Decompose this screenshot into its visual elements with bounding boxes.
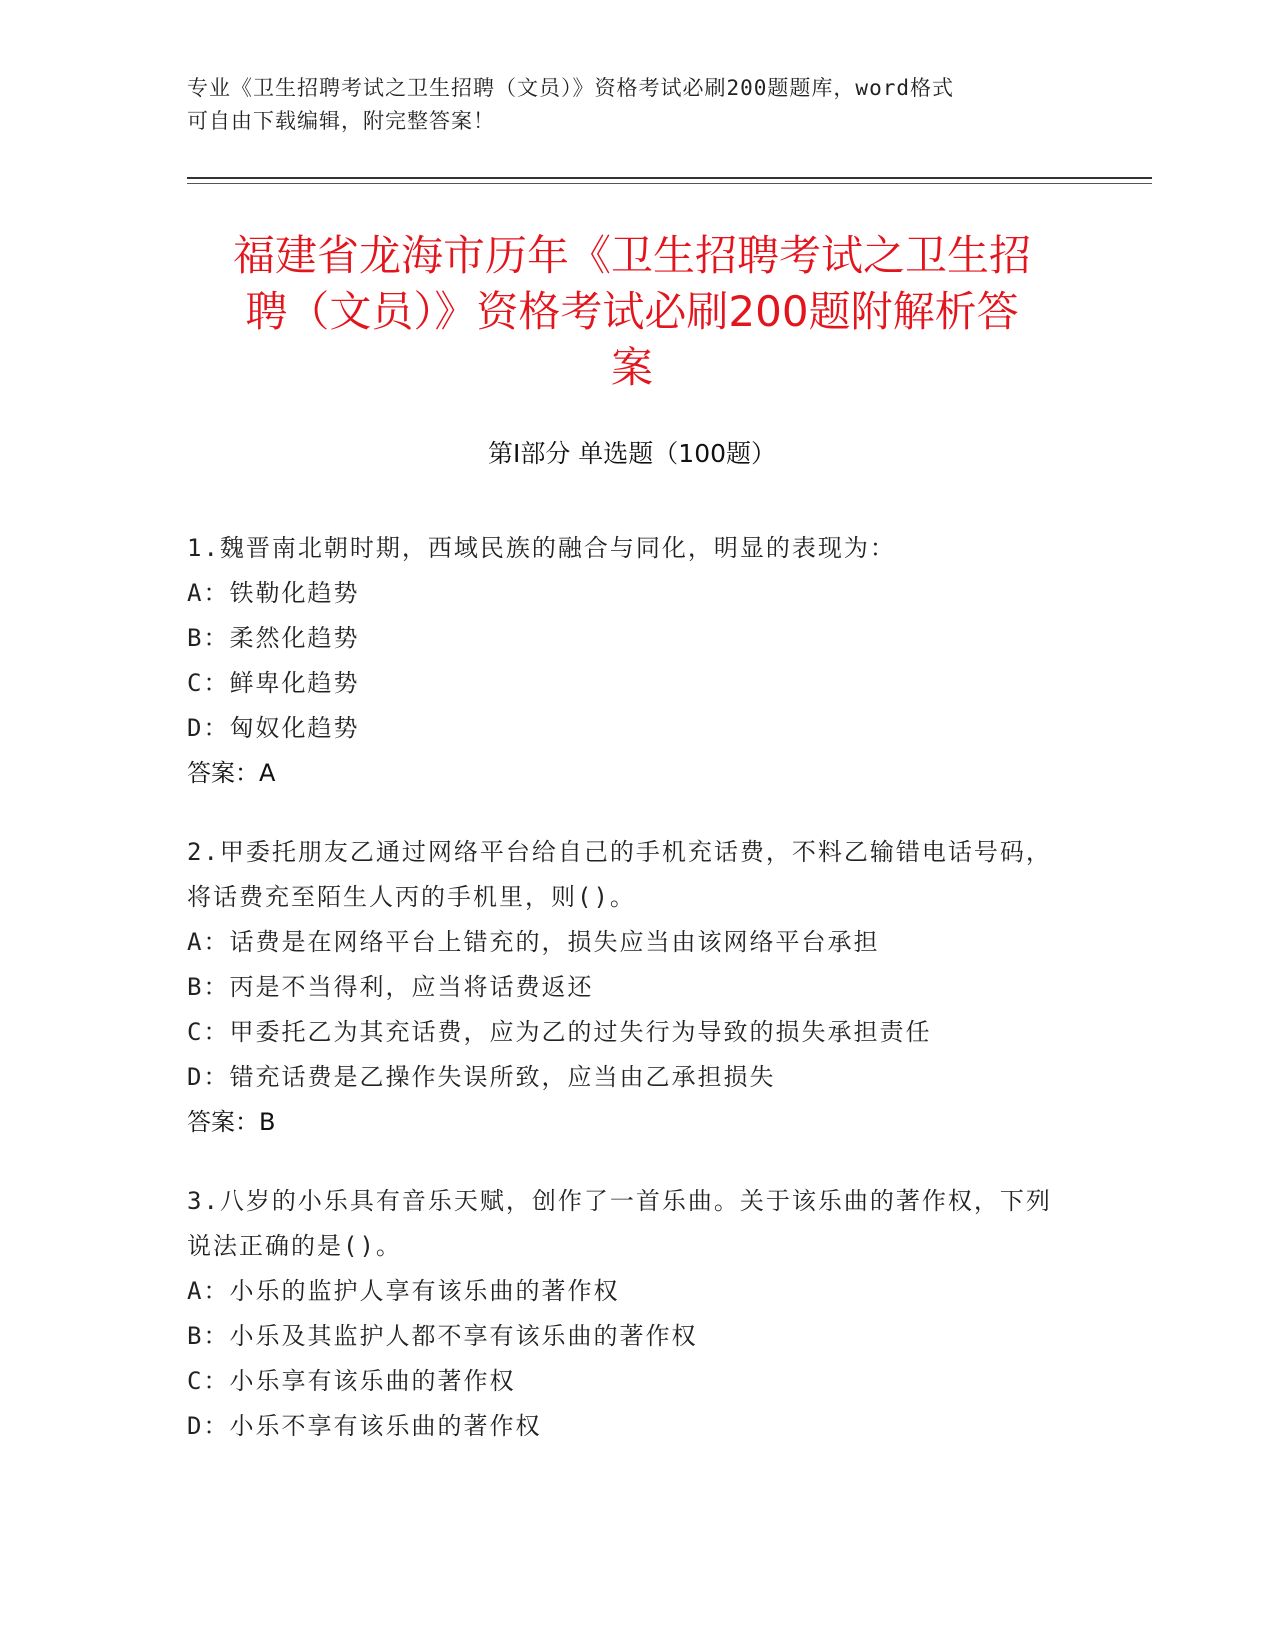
option-b: B：小乐及其监护人都不享有该乐曲的著作权	[187, 1322, 698, 1350]
option-b: B：丙是不当得利，应当将话费返还	[187, 973, 594, 1001]
question-list	[187, 526, 1067, 1483]
option-c: C：鲜卑化趋势	[187, 669, 360, 697]
title-line-3: 案	[610, 343, 653, 392]
answer-line: 答案：B	[187, 1108, 276, 1136]
question-stem: 3.八岁的小乐具有音乐天赋，创作了一首乐曲。关于该乐曲的著作权，下列说法正确的是()。	[187, 1187, 1052, 1260]
option-d: D：匈奴化趋势	[187, 714, 360, 742]
header-divider-thin	[187, 183, 1152, 184]
question-3	[187, 1179, 1067, 1449]
option-a: A：小乐的监护人享有该乐曲的著作权	[187, 1277, 620, 1305]
answer-line: 答案：A	[187, 759, 276, 787]
option-a: A：话费是在网络平台上错充的，损失应当由该网络平台承担	[187, 928, 880, 956]
section-heading: 第Ⅰ部分 单选题（100题）	[487, 439, 777, 468]
document-title	[187, 228, 1077, 396]
header-divider-thick	[187, 177, 1152, 179]
option-d: D：小乐不享有该乐曲的著作权	[187, 1412, 542, 1440]
question-1	[187, 526, 1067, 796]
intro-line-2: 可自由下载编辑，附完整答案！	[187, 109, 495, 133]
option-c: C：小乐享有该乐曲的著作权	[187, 1367, 516, 1395]
question-2	[187, 830, 1067, 1145]
title-line-2: 聘（文员）》资格考试必刷200题附解析答	[245, 287, 1019, 336]
option-c: C：甲委托乙为其充话费，应为乙的过失行为导致的损失承担责任	[187, 1018, 932, 1046]
title-line-1: 福建省龙海市历年《卫生招聘考试之卫生招	[232, 231, 1031, 280]
intro-line-1: 专业《卫生招聘考试之卫生招聘（文员）》资格考试必刷200题题库，word格式	[187, 76, 954, 100]
option-a: A：铁勒化趋势	[187, 579, 360, 607]
option-d: D：错充话费是乙操作失误所致，应当由乙承担损失	[187, 1063, 776, 1091]
intro-text	[187, 72, 1087, 138]
question-stem: 1.魏晋南北朝时期，西域民族的融合与同化，明显的表现为：	[187, 534, 896, 562]
option-b: B：柔然化趋势	[187, 624, 360, 652]
question-stem: 2.甲委托朋友乙通过网络平台给自己的手机充话费，不料乙输错电话号码，将话费充至陌生人丙的手机里，则()。	[187, 838, 1052, 911]
